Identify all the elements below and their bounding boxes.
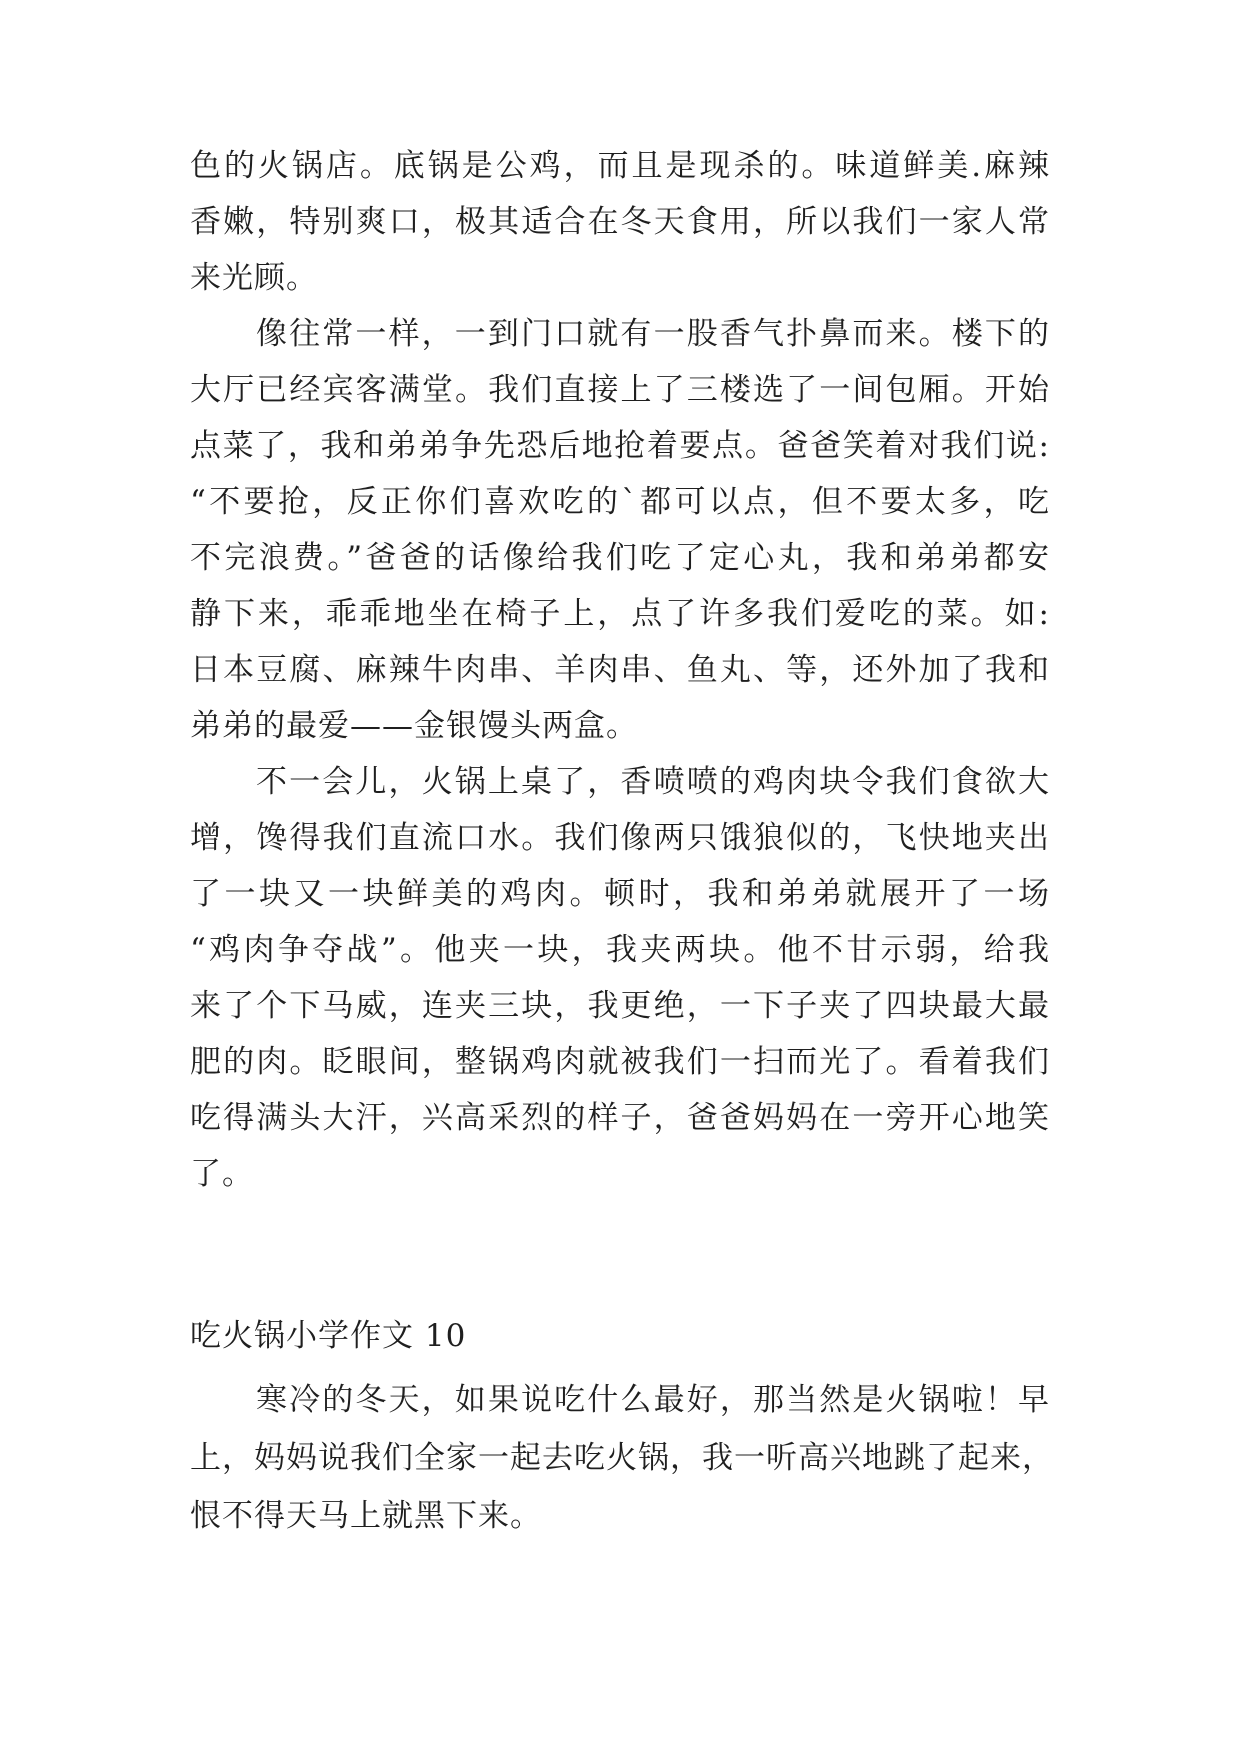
- text-line: 恨不得天马上就黑下来。: [190, 1498, 542, 1534]
- text-line: 像往常一样，一到门口就有一股香气扑鼻而来。楼下的: [256, 316, 1050, 352]
- text-line: 了一块又一块鲜美的鸡肉。顿时，我和弟弟就展开了一场: [190, 876, 1050, 912]
- text-line: 弟弟的最爱——金银馒头两盒。: [190, 708, 638, 744]
- text-line: 寒冷的冬天，如果说吃什么最好，那当然是火锅啦！早: [256, 1382, 1050, 1418]
- text-line: 了。: [190, 1156, 254, 1192]
- text-line: 吃得满头大汗，兴高采烈的样子，爸爸妈妈在一旁开心地笑: [190, 1100, 1050, 1136]
- text-line: 色的火锅店。底锅是公鸡，而且是现杀的。味道鲜美.麻辣: [190, 148, 1050, 184]
- text-line: 增，馋得我们直流口水。我们像两只饿狼似的，飞快地夹出: [190, 820, 1050, 856]
- text-line: 肥的肉。眨眼间，整锅鸡肉就被我们一扫而光了。看着我们: [190, 1044, 1050, 1080]
- text-line: 点菜了，我和弟弟争先恐后地抢着要点。爸爸笑着对我们说:: [190, 428, 1050, 464]
- text-line: “不要抢，反正你们喜欢吃的`都可以点，但不要太多，吃: [190, 484, 1050, 520]
- text-line: 上，妈妈说我们全家一起去吃火锅，我一听高兴地跳了起来，: [190, 1440, 1054, 1476]
- text-line: 不完浪费。”爸爸的话像给我们吃了定心丸，我和弟弟都安: [190, 540, 1050, 576]
- text-line: 日本豆腐、麻辣牛肉串、羊肉串、鱼丸、等，还外加了我和: [190, 652, 1050, 688]
- text-line: 香嫩，特别爽口，极其适合在冬天食用，所以我们一家人常: [190, 204, 1050, 240]
- text-line: 大厅已经宾客满堂。我们直接上了三楼选了一间包厢。开始: [190, 372, 1050, 408]
- section-title: 吃火锅小学作文 10: [190, 1318, 467, 1354]
- text-line: “鸡肉争夺战”。他夹一块，我夹两块。他不甘示弱，给我: [190, 932, 1050, 968]
- text-line: 不一会儿，火锅上桌了，香喷喷的鸡肉块令我们食欲大: [256, 764, 1050, 800]
- text-line: 静下来，乖乖地坐在椅子上，点了许多我们爱吃的菜。如:: [190, 596, 1050, 632]
- text-line: 来了个下马威，连夹三块，我更绝，一下子夹了四块最大最: [190, 988, 1050, 1024]
- text-line: 来光顾。: [190, 260, 318, 296]
